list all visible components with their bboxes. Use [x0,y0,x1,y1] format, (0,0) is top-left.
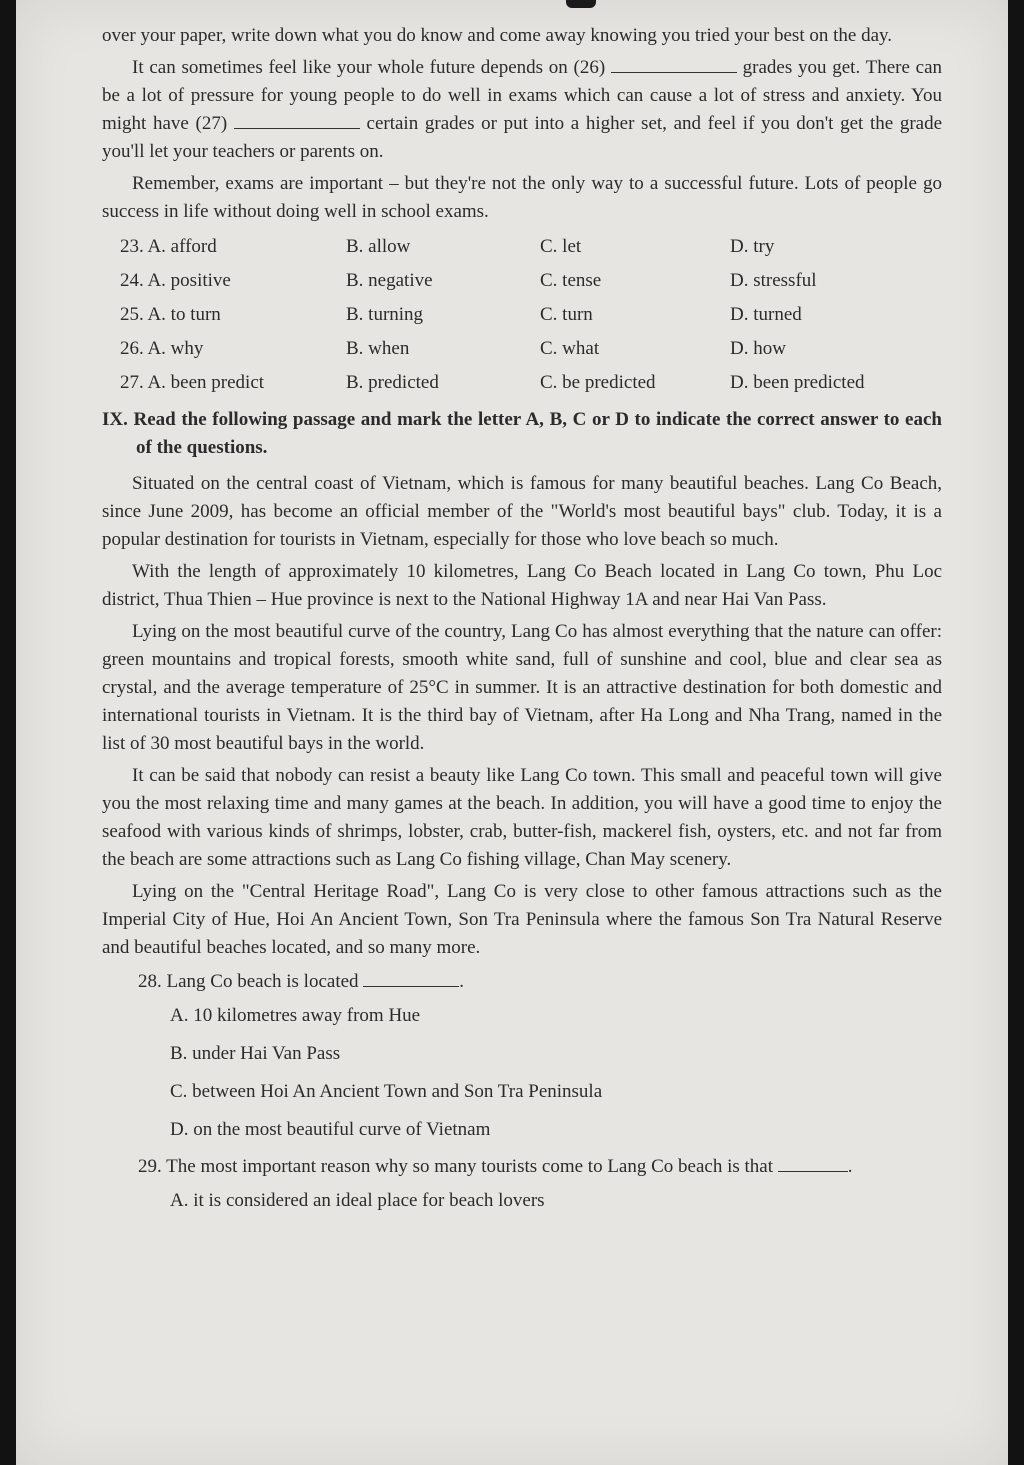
option-a[interactable]: 27. A. been predict [120,372,265,393]
choice-29-a[interactable]: A. it is considered an ideal place for beach lovers [170,1190,545,1211]
option-a[interactable]: 26. A. why [120,338,204,359]
option-b[interactable]: B. predicted [346,372,439,393]
answer-blank-28[interactable] [363,968,459,987]
passage-paragraph: Lying on the "Central Heritage Road", Lang Co is very close to other famous attractions such as the Imperial City of Hue, Hoi An Ancient Town, Son Tra Peninsula where the famous Son Tra Natural Reserve and beautiful beaches located, and so many more. [102,881,942,958]
option-a[interactable]: 25. A. to turn [120,304,221,325]
option-b[interactable]: B. allow [346,236,411,257]
option-c[interactable]: C. tense [540,270,602,291]
option-c[interactable]: C. what [540,338,600,359]
option-row-25 [120,298,942,332]
option-c[interactable]: C. let [540,236,582,257]
option-row-23 [120,230,942,264]
answer-blank-27[interactable] [234,110,360,129]
question-28 [138,968,942,996]
option-row-27 [120,366,942,400]
question-29 [138,1153,942,1181]
option-b[interactable]: B. negative [346,270,433,291]
answer-options-table [120,230,942,400]
option-c[interactable]: C. turn [540,304,593,325]
option-a[interactable]: 24. A. positive [120,270,231,291]
option-row-26 [120,332,942,366]
passage-paragraph: Lying on the most beautiful curve of the country, Lang Co has almost everything that the nature can offer: green mountains and tropical forests, smooth white sand, full of sunshine and cool, blue and clear sea as crystal, and the average temperature of 25°C in summer. It is an attractive destination for both domestic and international tourists in Vietnam. It is the third bay of Vietnam, after Ha Long and Nha Trang, named in the list of 30 most beautiful bays in the world. [102,621,942,754]
choice-28-b[interactable]: B. under Hai Van Pass [170,1043,341,1064]
paragraph-text: grades you get. There can be a lot of pressure for young people to do well in exams which can cause a lot of stress and anxiety. You might have (27) [102,57,943,134]
option-d[interactable]: D. try [730,236,775,257]
choice-28-c[interactable]: C. between Hoi An Ancient Town and Son Tra Peninsula [170,1081,603,1102]
option-d[interactable]: D. been predicted [730,372,865,393]
option-c[interactable]: C. be predicted [540,372,656,393]
option-d[interactable]: D. stressful [730,270,817,291]
passage-paragraph: Situated on the central coast of Vietnam, which is famous for many beautiful beaches. Lang Co Beach, since June 2009, has become an official member of the "World's most beautiful bays" club. Today, it is a popular destination for tourists in Vietnam, especially for those who love beach so much. [102,473,942,550]
document-content [102,22,942,1221]
question-stem: 29. The most important reason why so many tourists come to Lang Co beach is that [138,1156,773,1177]
choice-28-d[interactable]: D. on the most beautiful curve of Vietnam [170,1119,491,1140]
question-stem-end: . [847,1156,853,1177]
option-b[interactable]: B. turning [346,304,424,325]
paragraph-text: certain grades or put into a higher set, and feel if you don't get the grade you'll let your teachers or parents on. [102,113,943,162]
answer-blank-26[interactable] [611,54,737,73]
option-d[interactable]: D. turned [730,304,802,325]
question-stem-end: . [459,971,465,992]
paragraph-remember: Remember, exams are important – but they're not the only way to a successful future. Lots of people go success in life without doing well in school exams. [102,173,942,222]
choice-28-a[interactable]: A. 10 kilometres away from Hue [170,1005,421,1026]
passage-paragraph: It can be said that nobody can resist a beauty like Lang Co town. This small and peaceful town will give you the most relaxing time and many games at the beach. In addition, you will have a good time to enjoy the seafood with various kinds of shrimps, lobster, crab, butter-fish, mackerel fish, oysters, etc. and not far from the beach are some attractions such as Lang Co fishing village, Chan May scenery. [102,765,942,870]
option-d[interactable]: D. how [730,338,786,359]
option-row-24 [120,264,942,298]
paragraph-text: It can sometimes feel like your whole future depends on (26) [132,57,606,78]
intro-paragraph: over your paper, write down what you do know and come away knowing you tried your best on the day. [102,25,893,46]
answer-blank-29[interactable] [778,1153,848,1172]
section-heading-ix: IX. Read the following passage and mark the letter A, B, C or D to indicate the correct answer to each of the questions. [102,409,942,458]
option-b[interactable]: B. when [346,338,410,359]
camera-notch [566,0,596,8]
paragraph-pressure [102,54,942,166]
option-a[interactable]: 23. A. afford [120,236,217,257]
question-stem: 28. Lang Co beach is located [138,971,359,992]
photographed-page [16,0,1008,1465]
passage-paragraph: With the length of approximately 10 kilometres, Lang Co Beach located in Lang Co town, Phu Loc district, Thua Thien – Hue province is next to the National Highway 1A and near Hai Van Pass. [102,561,942,610]
